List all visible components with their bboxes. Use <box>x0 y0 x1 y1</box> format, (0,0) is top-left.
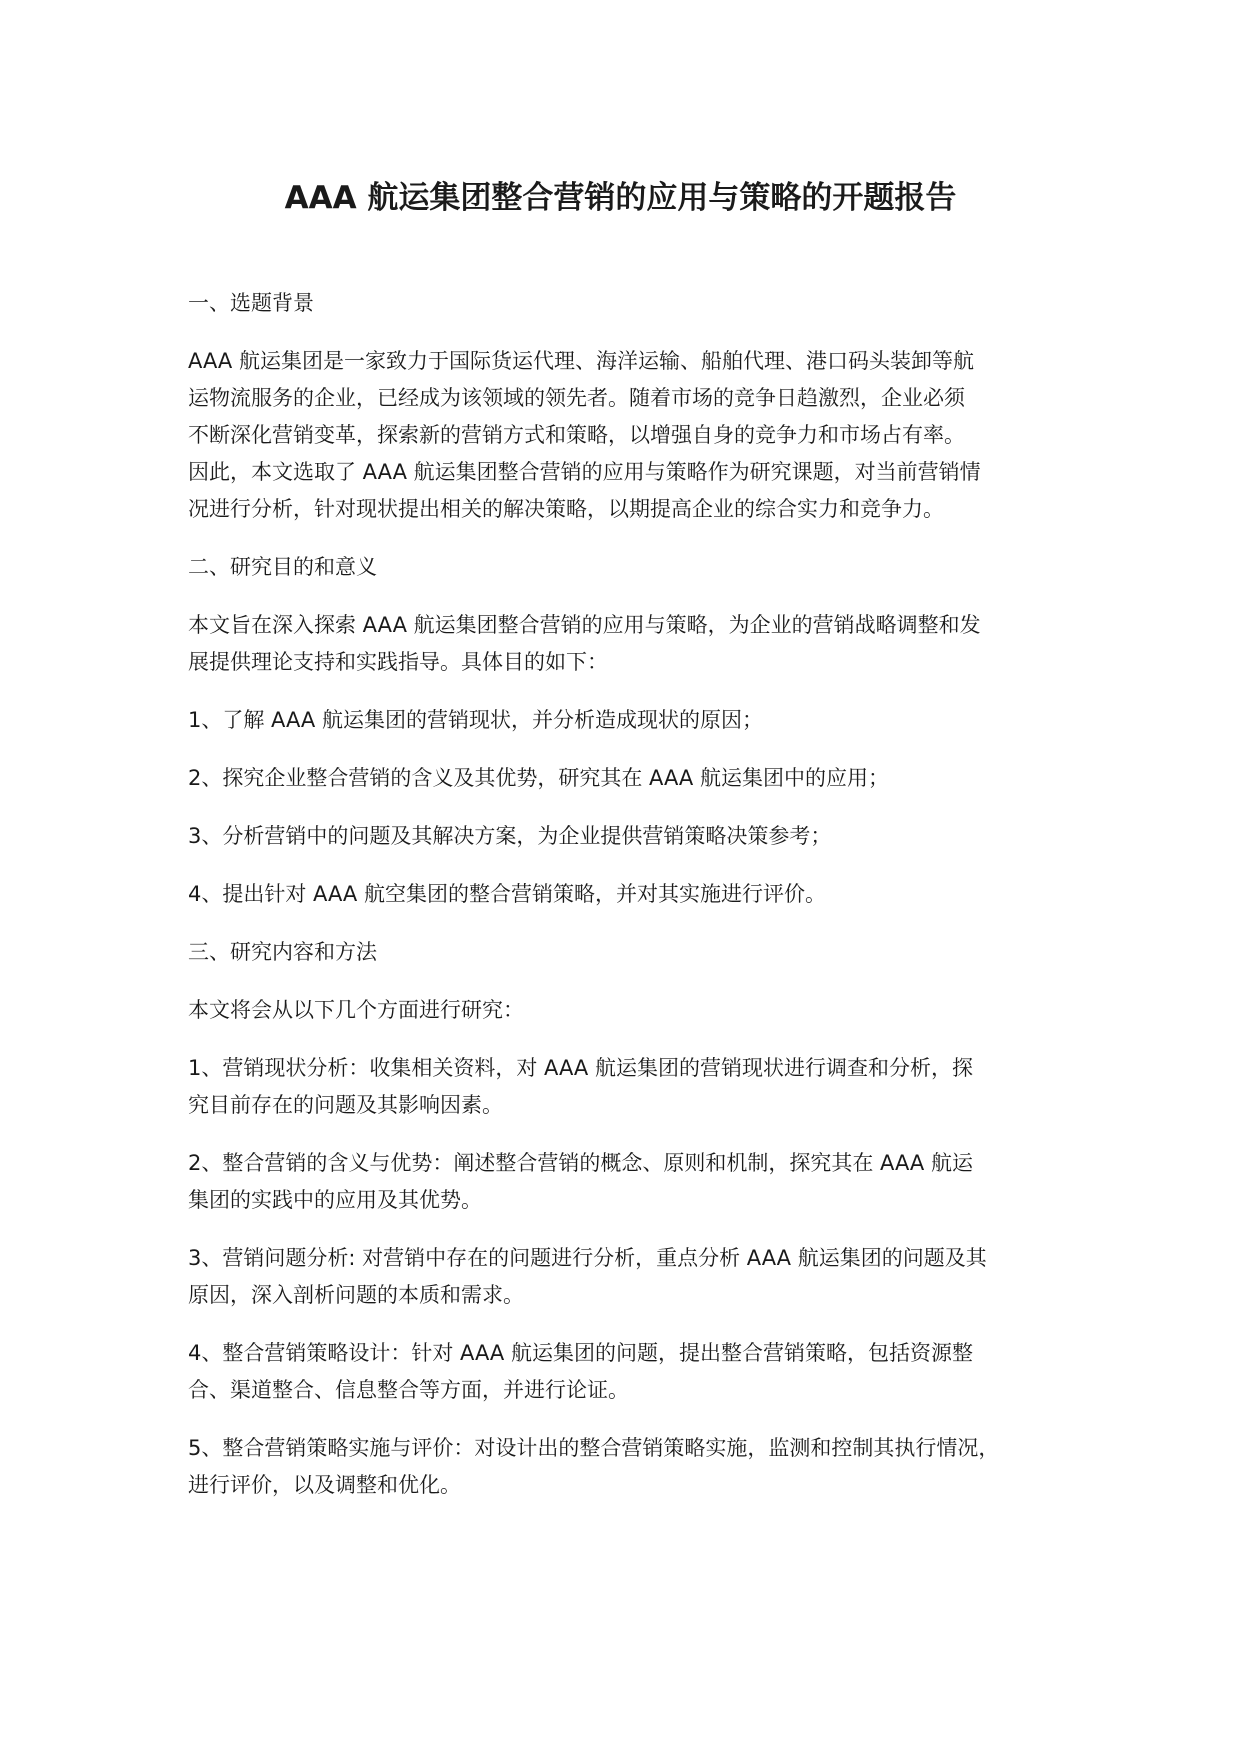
list-item: 1、营销现状分析：收集相关资料，对 AAA 航运集团的营销现状进行调查和分析，探 究目前存在的问题及其影响因素。 <box>188 1056 973 1117</box>
list-item: 1、了解 AAA 航运集团的营销现状，并分析造成现状的原因； <box>188 708 763 732</box>
paragraph-purpose-intro: 本文旨在深入探索 AAA 航运集团整合营销的应用与策略，为企业的营销战略调整和发 展提供理论支持和实践指导。具体目的如下： <box>188 613 981 674</box>
paragraph-background: AAA 航运集团是一家致力于国际货运代理、海洋运输、船舶代理、港口码头装卸等航 运物流服务的企业，已经成为该领域的领先者。随着市场的竞争日趋激烈，企业必须 不断深化营销变革，探索新的营销方式和策略，以增强自身的竞争力和市场占有率。 因此，本文选取了 AAA 航运集团整合营销的应用与策略作为研究课题，对当前营销情 况进行分析，针对现状提出相关的解决策略，以期提高企业的综合实力和竞争力。 <box>188 349 981 521</box>
list-item: 3、营销问题分析: 对营销中存在的问题进行分析，重点分析 AAA 航运集团的问题及其 原因，深入剖析问题的本质和需求。 <box>188 1246 987 1307</box>
section-heading-content-methods: 三、研究内容和方法 <box>188 940 377 964</box>
section-heading-purpose: 二、研究目的和意义 <box>188 555 377 579</box>
list-item: 4、提出针对 AAA 航空集团的整合营销策略，并对其实施进行评价。 <box>188 882 826 906</box>
section-heading-background: 一、选题背景 <box>188 291 314 315</box>
list-item: 5、整合营销策略实施与评价：对设计出的整合营销策略实施，监测和控制其执行情况， 进行评价，以及调整和优化。 <box>188 1436 1000 1497</box>
document-body <box>188 285 1088 1525</box>
paragraph-methods-intro: 本文将会从以下几个方面进行研究： <box>188 998 524 1022</box>
list-item: 4、整合营销策略设计：针对 AAA 航运集团的问题，提出整合营销策略，包括资源整 合、渠道整合、信息整合等方面，并进行论证。 <box>188 1341 973 1402</box>
list-item: 2、整合营销的含义与优势：阐述整合营销的概念、原则和机制，探究其在 AAA 航运 集团的实践中的应用及其优势。 <box>188 1151 973 1212</box>
list-item: 3、分析营销中的问题及其解决方案，为企业提供营销策略决策参考； <box>188 824 832 848</box>
list-item: 2、探究企业整合营销的含义及其优势，研究其在 AAA 航运集团中的应用； <box>188 766 889 790</box>
document-title: AAA 航运集团整合营销的应用与策略的开题报告 <box>284 180 957 216</box>
